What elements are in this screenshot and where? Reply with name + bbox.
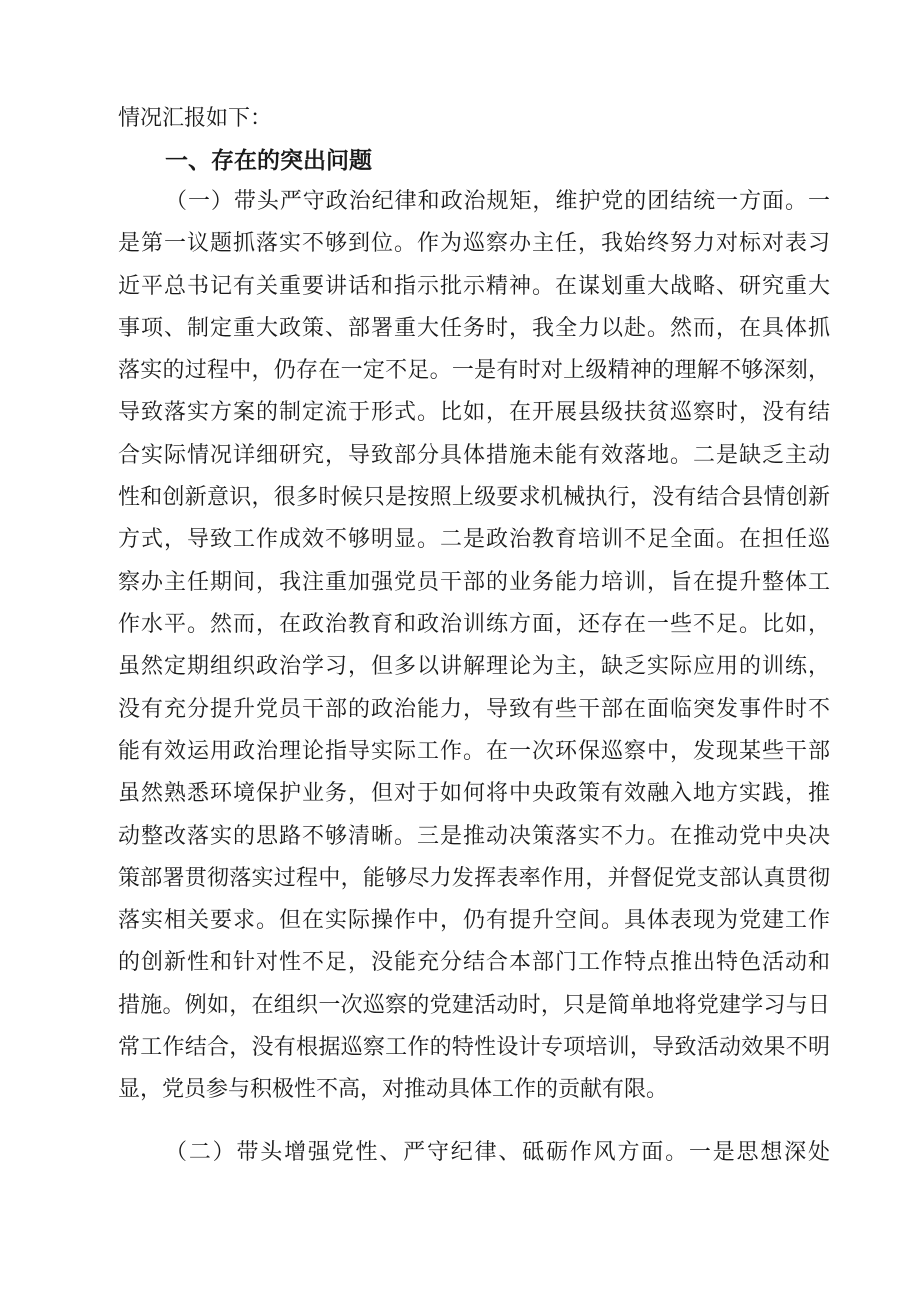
- paragraph-line: 导致落实方案的制定流于形式。比如，在开展县级扶贫巡察时，没有结: [118, 400, 830, 425]
- intro-line: 情况汇报如下：: [118, 106, 273, 131]
- paragraph-line: 没有充分提升党员干部的政治能力，导致有些干部在面临突发事件时不: [118, 697, 830, 722]
- paragraph-line: 落实相关要求。但在实际操作中，仍有提升空间。具体表现为党建工作: [118, 908, 830, 933]
- paragraph-line: 合实际情况详细研究，导致部分具体措施未能有效落地。二是缺乏主动: [118, 443, 830, 468]
- paragraph-line: （一）带头严守政治纪律和政治规矩，维护党的团结统一方面。一: [165, 189, 830, 214]
- paragraph-line: 是第一议题抓落实不够到位。作为巡察办主任，我始终努力对标对表习: [118, 231, 830, 256]
- paragraph-line: 近平总书记有关重要讲话和指示批示精神。在谋划重大战略、研究重大: [118, 274, 830, 299]
- paragraph-line: 措施。例如，在组织一次巡察的党建活动时，只是简单地将党建学习与日: [118, 993, 830, 1018]
- paragraph-line: 作水平。然而，在政治教育和政治训练方面，还存在一些不足。比如，: [118, 612, 830, 637]
- paragraph-line: 虽然熟悉环境保护业务，但对于如何将中央政策有效融入地方实践，推: [118, 781, 830, 806]
- section-heading: 一、存在的突出问题: [165, 148, 372, 174]
- paragraph-line: 虽然定期组织政治学习，但多以讲解理论为主，缺乏实际应用的训练，: [118, 654, 830, 679]
- paragraph-line: 性和创新意识，很多时候只是按照上级要求机械执行，没有结合县情创新: [118, 485, 830, 510]
- paragraph-line: 事项、制定重大政策、部署重大任务时，我全力以赴。然而，在具体抓: [118, 316, 830, 341]
- paragraph-line: 能有效运用政治理论指导实际工作。在一次环保巡察中，发现某些干部: [118, 739, 830, 764]
- paragraph-line: 策部署贯彻落实过程中，能够尽力发挥表率作用，并督促党支部认真贯彻: [118, 866, 830, 891]
- paragraph-line: 方式，导致工作成效不够明显。二是政治教育培训不足全面。在担任巡: [118, 527, 830, 552]
- paragraph-line: 落实的过程中，仍存在一定不足。一是有时对上级精神的理解不够深刻，: [118, 358, 830, 383]
- paragraph-line: 常工作结合，没有根据巡察工作的特性设计专项培训，导致活动效果不明: [118, 1035, 830, 1060]
- paragraph-line: 动整改落实的思路不够清晰。三是推动决策落实不力。在推动党中央决: [118, 824, 830, 849]
- paragraph-line: （二）带头增强党性、严守纪律、砥砺作风方面。一是思想深处: [165, 1140, 830, 1165]
- paragraph-line: 察办主任期间，我注重加强党员干部的业务能力培训，旨在提升整体工: [118, 570, 830, 595]
- paragraph-line: 显，党员参与积极性不高，对推动具体工作的贡献有限。: [118, 1077, 669, 1102]
- paragraph-line: 的创新性和针对性不足，没能充分结合本部门工作特点推出特色活动和: [118, 950, 830, 975]
